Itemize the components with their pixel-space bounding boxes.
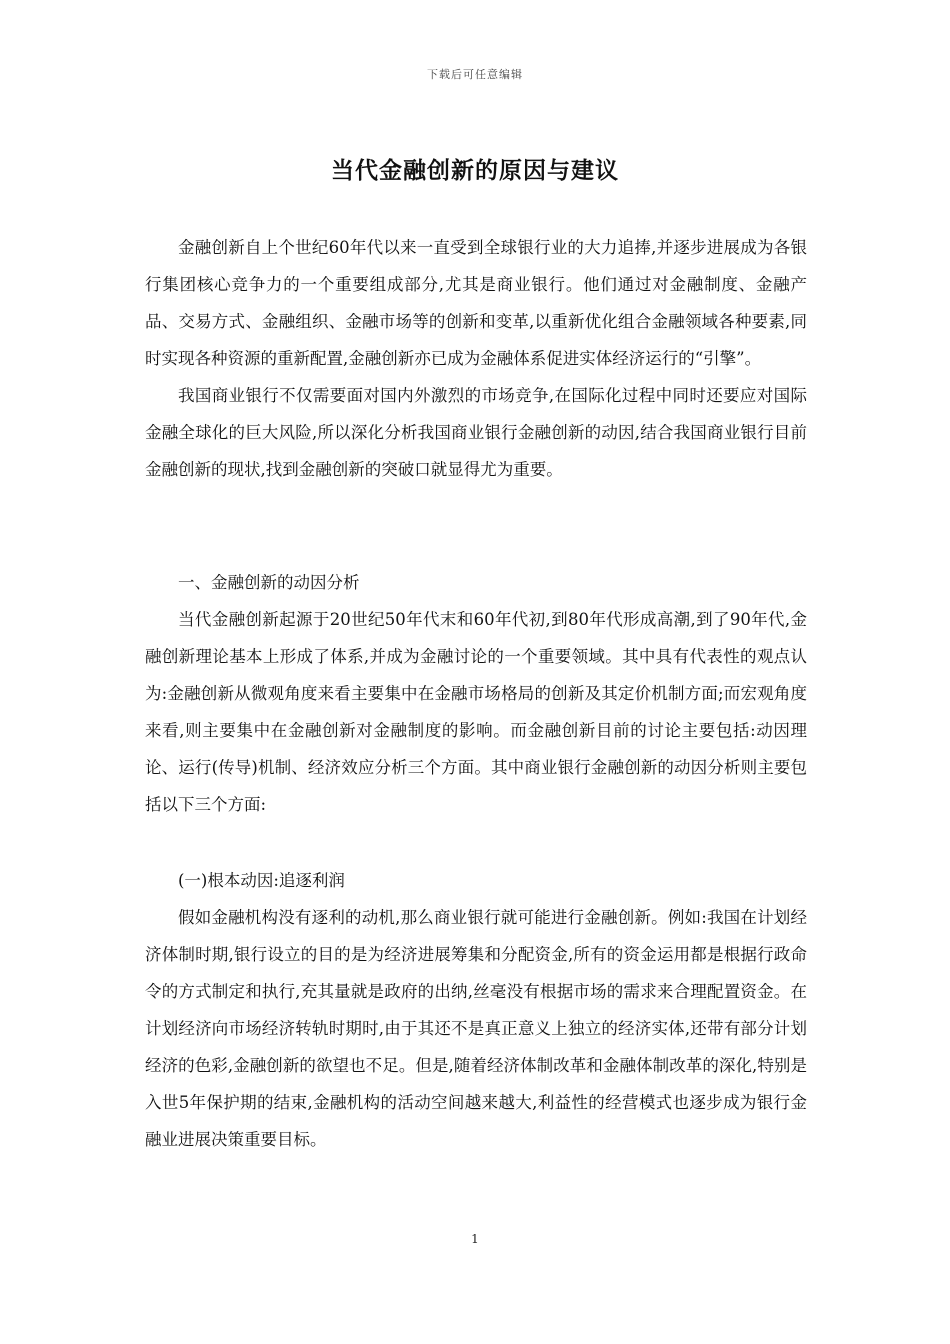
subsection-1-paragraph: 假如金融机构没有逐利的动机,那么商业银行就可能进行金融创新。例如:我国在计划经济体制时期,银行设立的目的是为经济进展筹集和分配资金,所有的资金运用都是根据行政命令的方式制定和执行,充其量就是政府的出纳,丝毫没有根据市场的需求来合理配置资金。在计划经济向市场经济转轨时期时,由于其还不是真正意义上独立的经济实体,还带有部分计划经济的色彩,金融创新的欲望也不足。但是,随着经济体制改革和金融体制改革的深化,特别是入世5年保护期的结束,金融机构的活动空间越来越大,利益性的经营模式也逐步成为银行金融业进展决策重要目标。 [145, 908, 807, 1149]
section-1-heading: 一、金融创新的动因分析 [178, 573, 360, 592]
intro-paragraph-2: 我国商业银行不仅需要面对国内外激烈的市场竞争,在国际化过程中同时还要应对国际金融全球化的巨大风险,所以深化分析我国商业银行金融创新的动因,结合我国商业银行目前金融创新的现状,找到金融创新的突破口就显得尤为重要。 [145, 386, 807, 479]
section-1 [145, 564, 807, 823]
subsection-1-heading: (一)根本动因:追逐利润 [178, 871, 345, 890]
subsection-1 [145, 862, 807, 1158]
intro-paragraph-1: 金融创新自上个世纪60年代以来一直受到全球银行业的大力追捧,并逐步进展成为各银行集团核心竞争力的一个重要组成部分,尤其是商业银行。他们通过对金融制度、金融产品、交易方式、金融组织、金融市场等的创新和变革,以重新优化组合金融领域各种要素,同时实现各种资源的重新配置,金融创新亦已成为金融体系促进实体经济运行的“引擎”。 [145, 238, 807, 368]
page-header-note: 下载后可任意编辑 [427, 68, 523, 81]
document-title: 当代金融创新的原因与建议 [331, 157, 619, 184]
section-1-paragraph: 当代金融创新起源于20世纪50年代末和60年代初,到80年代形成高潮,到了90年代,金融创新理论基本上形成了体系,并成为金融讨论的一个重要领域。其中具有代表性的观点认为:金融创新从微观角度来看主要集中在金融市场格局的创新及其定价机制方面;而宏观角度来看,则主要集中在金融创新对金融制度的影响。而金融创新目前的讨论主要包括:动因理论、运行(传导)机制、经济效应分析三个方面。其中商业银行金融创新的动因分析则主要包括以下三个方面: [145, 610, 807, 814]
page-number: 1 [471, 1232, 479, 1246]
intro-section [145, 229, 807, 488]
